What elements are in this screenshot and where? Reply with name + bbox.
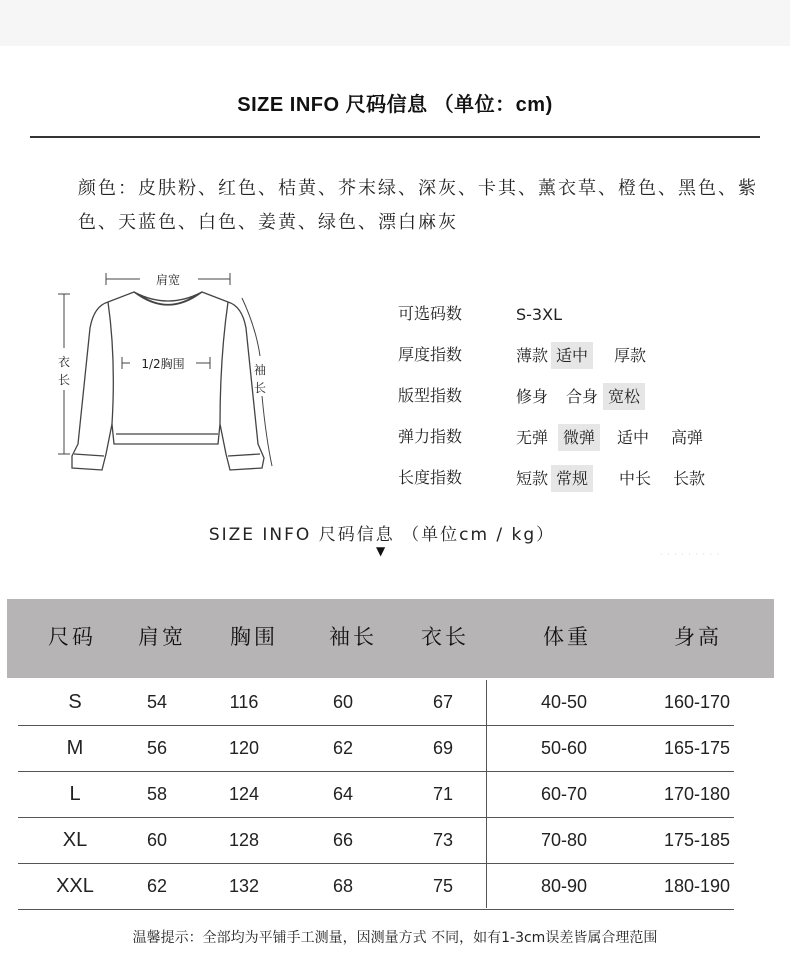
cell-size: L [69,783,81,805]
cell-chest: 116 [229,692,259,712]
cell-sleeve: 66 [332,830,354,850]
footer-note: 温馨提示：全部均为平铺手工测量，因测量方式 不同，如有1-3cm误差皆属合理范围 [132,930,658,946]
size-table-header [7,599,774,678]
cell-length: 71 [432,784,454,804]
cell-sleeve: 68 [332,876,354,896]
cell-weight: 70-80 [540,830,588,850]
spec-option: 合身 [566,387,599,406]
diagram-sleeve-label-2: 长 [253,381,267,395]
cell-height: 175-185 [663,830,731,850]
table-row [18,726,734,772]
cell-length: 67 [432,692,454,712]
cell-chest: 120 [228,738,260,758]
cell-weight: 50-60 [540,738,588,758]
arrow-down-icon: ▼ [376,544,386,558]
spec-option-selected: 适中 [551,342,593,369]
faint-watermark: · · · · · · · · · [660,550,721,559]
column-header-chest: 胸围 [230,625,278,649]
cell-sleeve: 62 [332,738,354,758]
spec-label: 弹力指数 [398,427,463,446]
spec-option: 高弹 [671,428,704,447]
spec-option: 长款 [673,469,706,488]
spec-option: 修身 [516,387,549,406]
cell-size: M [66,737,84,759]
table-row [18,864,734,910]
spec-option-selected: 宽松 [603,383,645,410]
spec-option: 适中 [617,428,650,447]
column-header-height: 身高 [674,625,722,649]
spec-option: 短款 [516,469,549,488]
column-header-sleeve: 袖长 [329,625,377,649]
cell-chest: 128 [228,830,260,850]
cell-chest: 132 [228,876,260,896]
spec-option: 薄款 [516,346,549,365]
spec-option-selected: 微弹 [558,424,600,451]
sweater-diagram [50,248,290,484]
cell-height: 180-190 [663,876,731,896]
page-title: SIZE INFO 尺码信息 （单位：cm) [237,94,553,116]
cell-shoulder: 54 [146,692,168,712]
diagram-length-label-2: 长 [57,373,71,387]
size-table-title: SIZE INFO 尺码信息 （单位cm / kg） [208,525,556,545]
spec-option: 厚款 [614,346,647,365]
cell-size: XL [62,829,88,851]
cell-length: 73 [432,830,454,850]
column-header-length: 衣长 [421,625,469,649]
table-row [18,772,734,818]
column-header-shoulder: 肩宽 [138,625,186,649]
spec-label: 版型指数 [398,386,463,405]
spec-label: 可选码数 [398,304,463,323]
column-header-weight: 体重 [543,625,591,649]
cell-weight: 60-70 [540,784,588,804]
diagram-chest-label: 1/2胸围 [141,357,185,371]
cell-weight: 80-90 [540,876,588,896]
diagram-length-label-1: 衣 [57,355,71,369]
spec-row [398,460,728,501]
spec-label: 长度指数 [398,468,463,487]
table-row [18,680,734,726]
table-column-divider [486,680,487,908]
spec-label: 厚度指数 [398,345,463,364]
cell-shoulder: 60 [146,830,168,850]
cell-length: 75 [432,876,454,896]
spec-row [398,337,728,378]
spec-option: 中长 [619,469,652,488]
cell-shoulder: 62 [146,876,168,896]
color-list: 颜色：皮肤粉、红色、桔黄、芥末绿、深灰、卡其、薰衣草、橙色、黑色、紫色、天蓝色、白色、姜黄、绿色、漂白麻灰 [78,178,758,233]
spec-row [398,296,728,337]
cell-sleeve: 60 [332,692,354,712]
cell-height: 170-180 [663,784,731,804]
top-band [0,0,790,46]
spec-row [398,378,728,419]
cell-chest: 124 [228,784,260,804]
cell-height: 165-175 [663,738,731,758]
cell-sleeve: 64 [332,784,354,804]
sweater-outline-icon [50,248,290,484]
cell-size: XXL [56,875,94,897]
column-header-size: 尺码 [48,625,96,649]
table-row [18,818,734,864]
diagram-sleeve-label-1: 袖 [253,363,267,377]
spec-option: S-3XL [516,305,562,324]
cell-height: 160-170 [663,692,731,712]
cell-shoulder: 58 [146,784,168,804]
title-divider [30,136,760,138]
cell-length: 69 [432,738,454,758]
cell-weight: 40-50 [540,692,588,712]
spec-row [398,419,728,460]
spec-index [398,296,728,501]
diagram-shoulder-label: 肩宽 [155,273,181,287]
cell-size: S [68,691,82,713]
spec-option-selected: 常规 [551,465,593,492]
size-table-body [18,680,734,910]
cell-shoulder: 56 [146,738,168,758]
spec-option: 无弹 [516,428,549,447]
